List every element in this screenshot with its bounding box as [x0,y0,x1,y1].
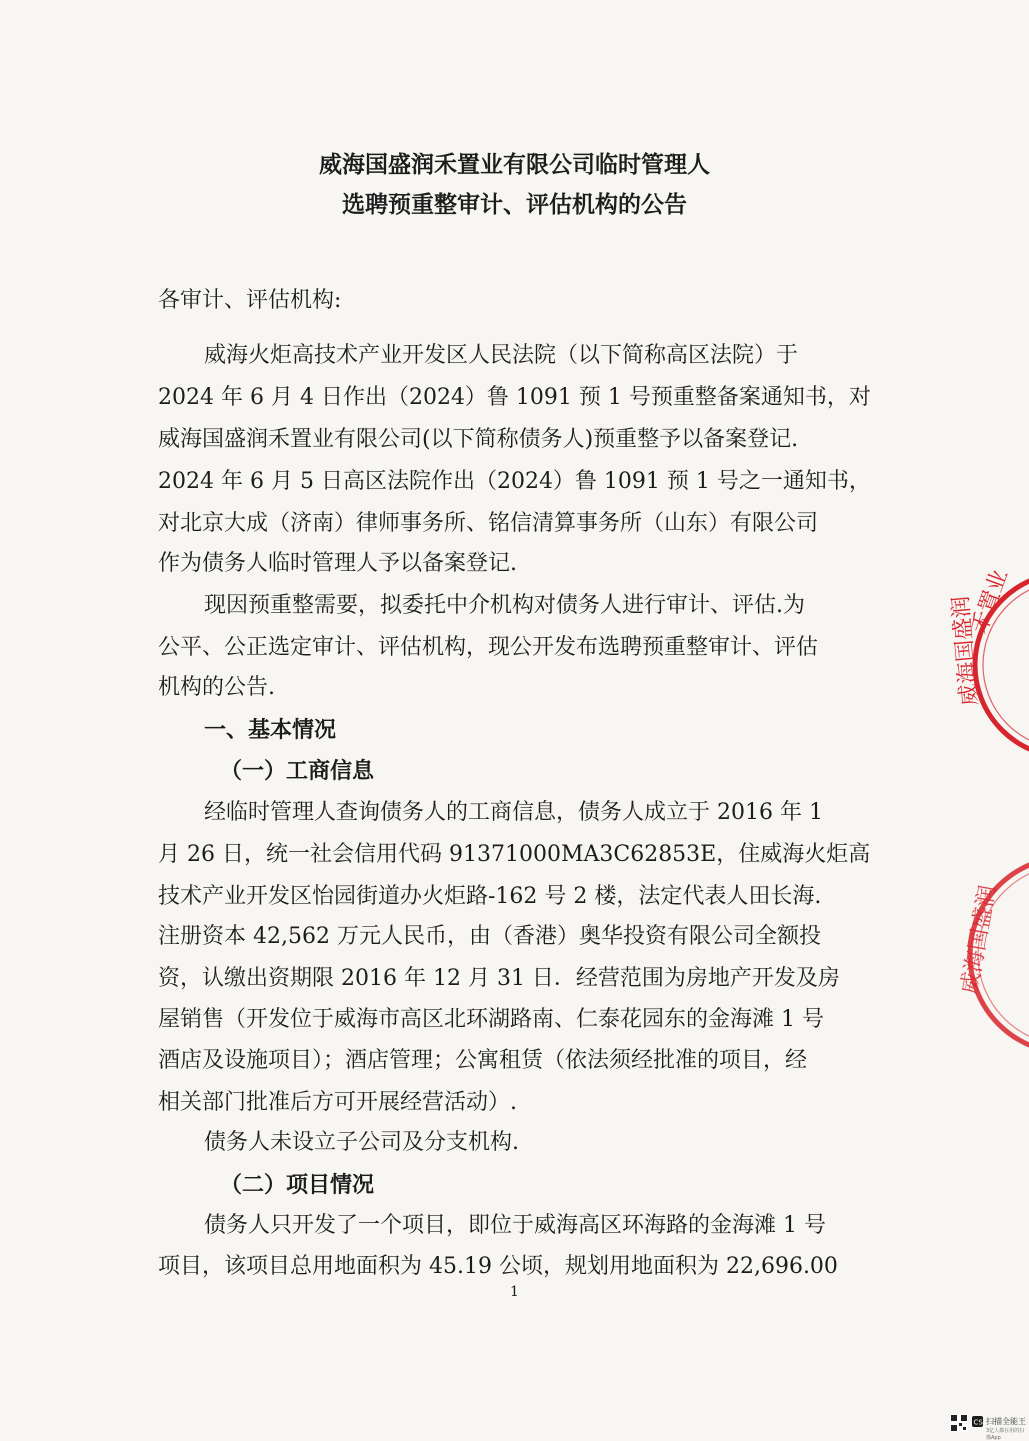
page-number: 1 [510,1284,519,1300]
paragraph-line: 2024 年 6 月 4 日作出（2024）鲁 1091 预 1 号预重整备案通知书，对 [158,385,871,410]
paragraph-line: 月 26 日，统一社会信用代码 91371000MA3C62853E，住威海火炬高 [158,842,871,867]
paragraph-line: 机构的公告. [158,675,275,700]
subsection-heading: （一）工商信息 [220,758,375,784]
paragraph-line: 项目，该项目总用地面积为 45.19 公顷，规划用地面积为 22,696.00 [158,1254,838,1279]
paragraph-line: 2024 年 6 月 5 日高区法院作出（2024）鲁 1091 预 1 号之一通知书， [158,469,871,494]
qr-code-icon [950,1414,968,1432]
paragraph-line: 公平、公正选定审计、评估机构，现公开发布选聘预重整审计、评估 [158,635,819,660]
svg-text:CS: CS [973,1418,983,1427]
paragraph-line: 债务人未设立子公司及分支机构. [204,1130,519,1155]
watermark-label: 扫描全能王 [986,1417,1026,1426]
paragraph-line: 注册资本 42,562 万元人民币，由（香港）奥华投资有限公司全额投 [158,924,821,949]
paragraph-line: 酒店及设施项目）；酒店管理；公寓租赁（依法须经批准的项目，经 [158,1048,808,1073]
subsection-heading: （二）项目情况 [220,1172,375,1198]
paragraph-line: 威海火炬高技术产业开发区人民法院（以下简称高区法院）于 [204,343,799,368]
svg-text:威海国盛润: 威海国盛润 [957,883,1002,997]
scanner-app-icon [972,1416,983,1427]
paragraph-line: 债务人只开发了一个项目，即位于威海高区环海路的金海滩 1 号 [204,1213,826,1238]
paragraph-line: 资，认缴出资期限 2016 年 12 月 31 日．经营范围为房地产开发及房 [158,966,840,991]
document-title-line1: 威海国盛润禾置业有限公司临时管理人 [319,151,710,178]
salutation: 各审计、评估机构: [158,288,342,313]
section-heading: 一、基本情况 [204,717,337,743]
paragraph-line: 现因预重整需要，拟委托中介机构对债务人进行审计、评估.为 [204,593,805,618]
company-seal-bottom [950,845,1029,1060]
svg-text:禾置业: 禾置业 [967,566,1014,638]
watermark-subtitle: 3亿人都在用的扫描App [986,1428,1025,1441]
paragraph-line: 经临时管理人查询债务人的工商信息，债务人成立于 2016 年 1 [204,800,823,825]
paragraph-line: 屋销售（开发位于威海市高区北环湖路南、仁泰花园东的金海滩 1 号 [158,1007,824,1032]
paragraph-line: 对北京大成（济南）律师事务所、铭信清算事务所（山东）有限公司 [158,511,819,536]
company-seal-top [948,565,1029,765]
paragraph-line: 作为债务人临时管理人予以备案登记. [158,551,517,576]
paragraph-line: 相关部门批准后方可开展经营活动）. [158,1090,517,1115]
document-title-line2: 选聘预重整审计、评估机构的公告 [342,191,687,218]
paragraph-line: 威海国盛润禾置业有限公司(以下简称债务人)预重整予以备案登记. [158,427,799,452]
paragraph-line: 技术产业开发区怡园街道办火炬路-162 号 2 楼，法定代表人田长海. [158,884,822,909]
svg-text:威海国盛润: 威海国盛润 [948,594,983,707]
